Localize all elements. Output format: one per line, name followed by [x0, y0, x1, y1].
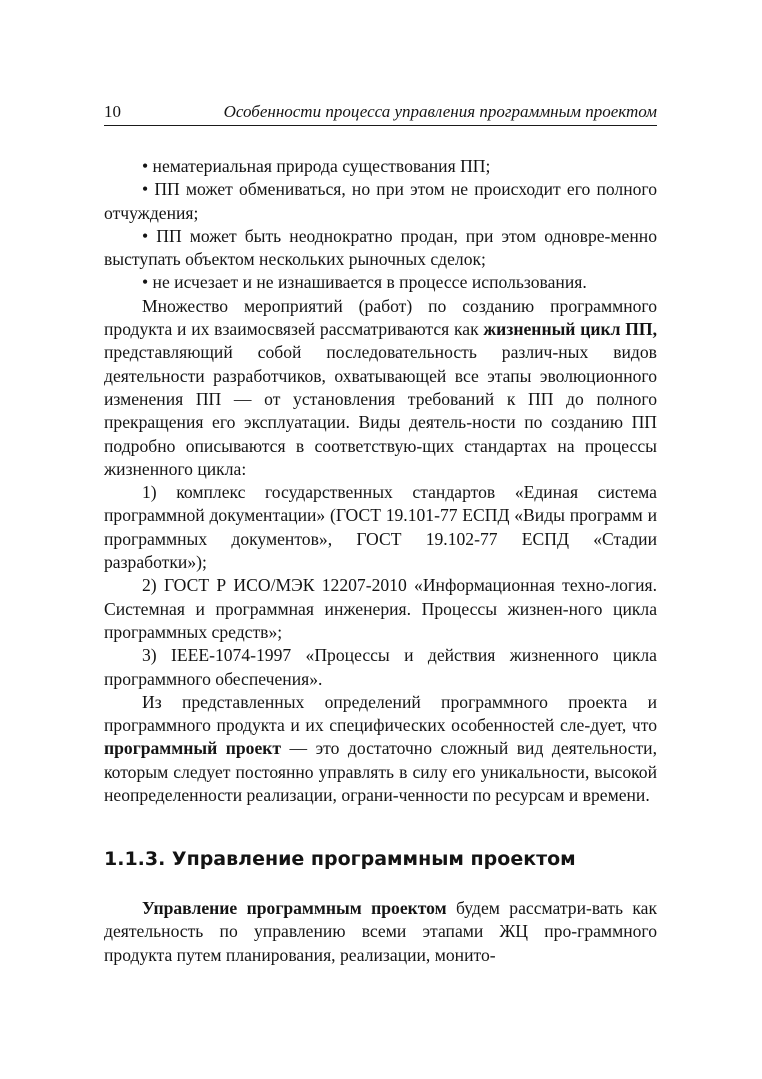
bullet-item: • нематериальная природа существования ПП; [142, 156, 491, 176]
lifecycle-term: жизненный цикл ПП, [483, 319, 658, 340]
lifecycle-paragraph [104, 295, 657, 481]
project-term: программный проект [104, 738, 282, 759]
bullet-item: • ПП может быть неоднократно продан, при этом одновре-менно выступать объектом нескольких рыночных сделок; [104, 225, 657, 270]
section-text [104, 897, 657, 967]
page-number: 10 [104, 102, 121, 121]
section-term: Управление программным проектом [142, 898, 447, 918]
running-title: Особенности процесса управления программным проектом [223, 102, 657, 121]
section-text-after: будем рассматри-вать как деятельность по управлению всеми этапами ЖЦ про-граммного продукта путем планирования, реализации, монито- [104, 898, 658, 965]
lifecycle-text-before: Множество мероприятий (работ) по созданию программного продукта и их взаимосвязей рассматриваются как [104, 295, 657, 340]
project-text-after: — это достаточно сложный вид деятельности, которым следует постоянно управлять в силу его уникальности, высокой неопределенности реализации, ограни-ченности по ресурсам и времени. [104, 738, 657, 806]
standard-item: 1) комплекс государственных стандартов «Единая система программной документации» (ГОСТ 19.101-77 ЕСПД «Виды программ и программных документов», ГОСТ 19.102-77 ЕСПД «Стадии разработки»); [104, 482, 657, 573]
bullet-item: • ПП может обмениваться, но при этом не происходит его полного отчуждения; [104, 179, 657, 223]
bullet-item: • не исчезает и не изнашивается в процессе использования. [142, 272, 587, 293]
running-header [104, 101, 657, 126]
project-paragraph [104, 691, 657, 807]
standard-item: 3) IEEE-1074-1997 «Процессы и действия жизненного цикла программного обеспечения». [104, 645, 657, 689]
main-text [104, 155, 657, 807]
project-text-before: Из представленных определений программного проекта и программного продукта и их специфических особенностей сле-дует, что [104, 691, 657, 736]
lifecycle-text-after: представляющий собой последовательность различ-ных видов деятельности разработчиков, охватывающей все этапы эволюционного изменения ПП — от установления требований к ПП до полного прекращения его эксплуатации. Виды деятель-ности по созданию ПП подробно описываются в соответствую-щих стандартах на процессы жизненного цикла: [104, 342, 657, 479]
section-heading: 1.1.3. Управление программным проектом [104, 848, 576, 870]
standard-item: 2) ГОСТ Р ИСО/МЭК 12207-2010 «Информационная техно-логия. Системная и программная инженерия. Процессы жизнен-ного цикла программных средств»; [104, 575, 657, 642]
section-paragraph [104, 897, 657, 967]
